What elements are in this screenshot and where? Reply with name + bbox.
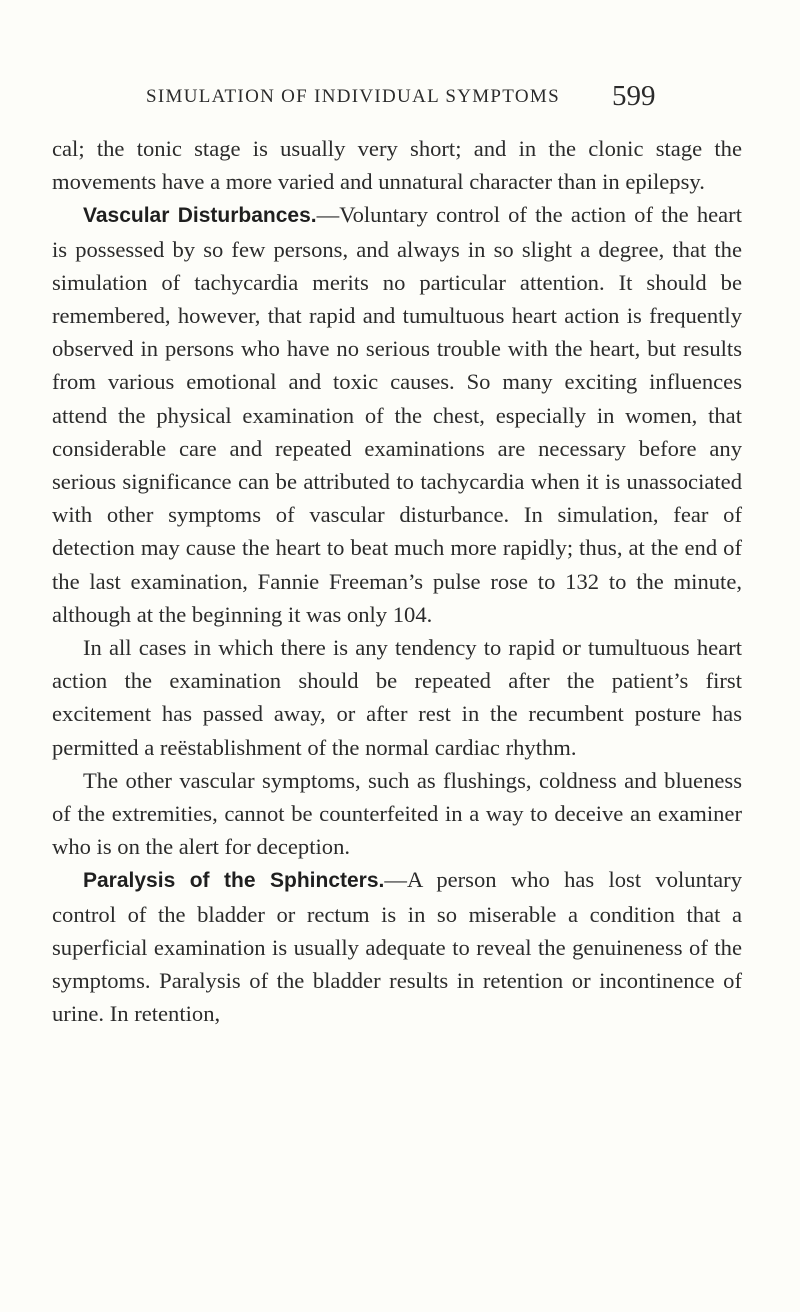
paragraph-other-vascular-symptoms [52, 764, 742, 864]
paragraph-vascular-disturbances [52, 198, 742, 631]
paragraph-text: cal; the tonic stage is usually very short; and in the clonic stage the movements have a more varied and unnatural character than in epilepsy. [52, 136, 742, 195]
paragraph-text: —Voluntary control of the action of the heart is possessed by so few persons, and always in so slight a degree, that the simulation of tachycardia merits no particular attention. It should be remembered, however, that rapid and tumultuous heart action is frequently observed in persons who have no serious trouble with the heart, but results from various emotional and toxic causes. So many exciting influences attend the physical examination of the chest, especially in women, that considerable care and repeated examinations are necessary before any serious significance can be attributed to tachycardia when it is unassociated with other symptoms of vascular disturbance. In simulation, fear of detection may cause the heart to beat much more rapidly; thus, at the end of the last examination, Fannie Freeman’s pulse rose to 132 to the minute, although at the beginning it was only 104. [52, 202, 742, 627]
paragraph-text: —A person who has lost voluntary control of the bladder or rectum is in so miserable a condition that a superficial examination is usually adequate to reveal the genuineness of the symptoms. Paralysis of the bladder results in retention or incontinence of urine. In retention, [52, 867, 743, 1027]
section-heading-vascular-disturbances: Vascular Disturbances. [83, 204, 317, 228]
page-number: 599 [612, 80, 656, 112]
section-heading-paralysis-sphincters: Paralysis of the Sphincters. [83, 869, 385, 893]
paragraph-text: The other vascular symptoms, such as flushings, coldness and blueness of the extremities, cannot be counterfeited in a way to deceive an examiner who is on the alert for deception. [52, 767, 742, 860]
running-head: SIMULATION OF INDIVIDUAL SYMPTOMS [146, 86, 560, 107]
body-text [52, 132, 742, 1030]
paragraph-paralysis-sphincters [52, 863, 742, 1030]
paragraph-repeat-examination [52, 631, 742, 764]
paragraph-continuation [52, 132, 742, 198]
paragraph-text: In all cases in which there is any tendency to rapid or tumultuous heart action the examination should be repeated after the patient’s first excitement has passed away, or after rest in the recumbent posture has permitted a reëstablishment of the normal cardiac rhythm. [52, 635, 742, 760]
